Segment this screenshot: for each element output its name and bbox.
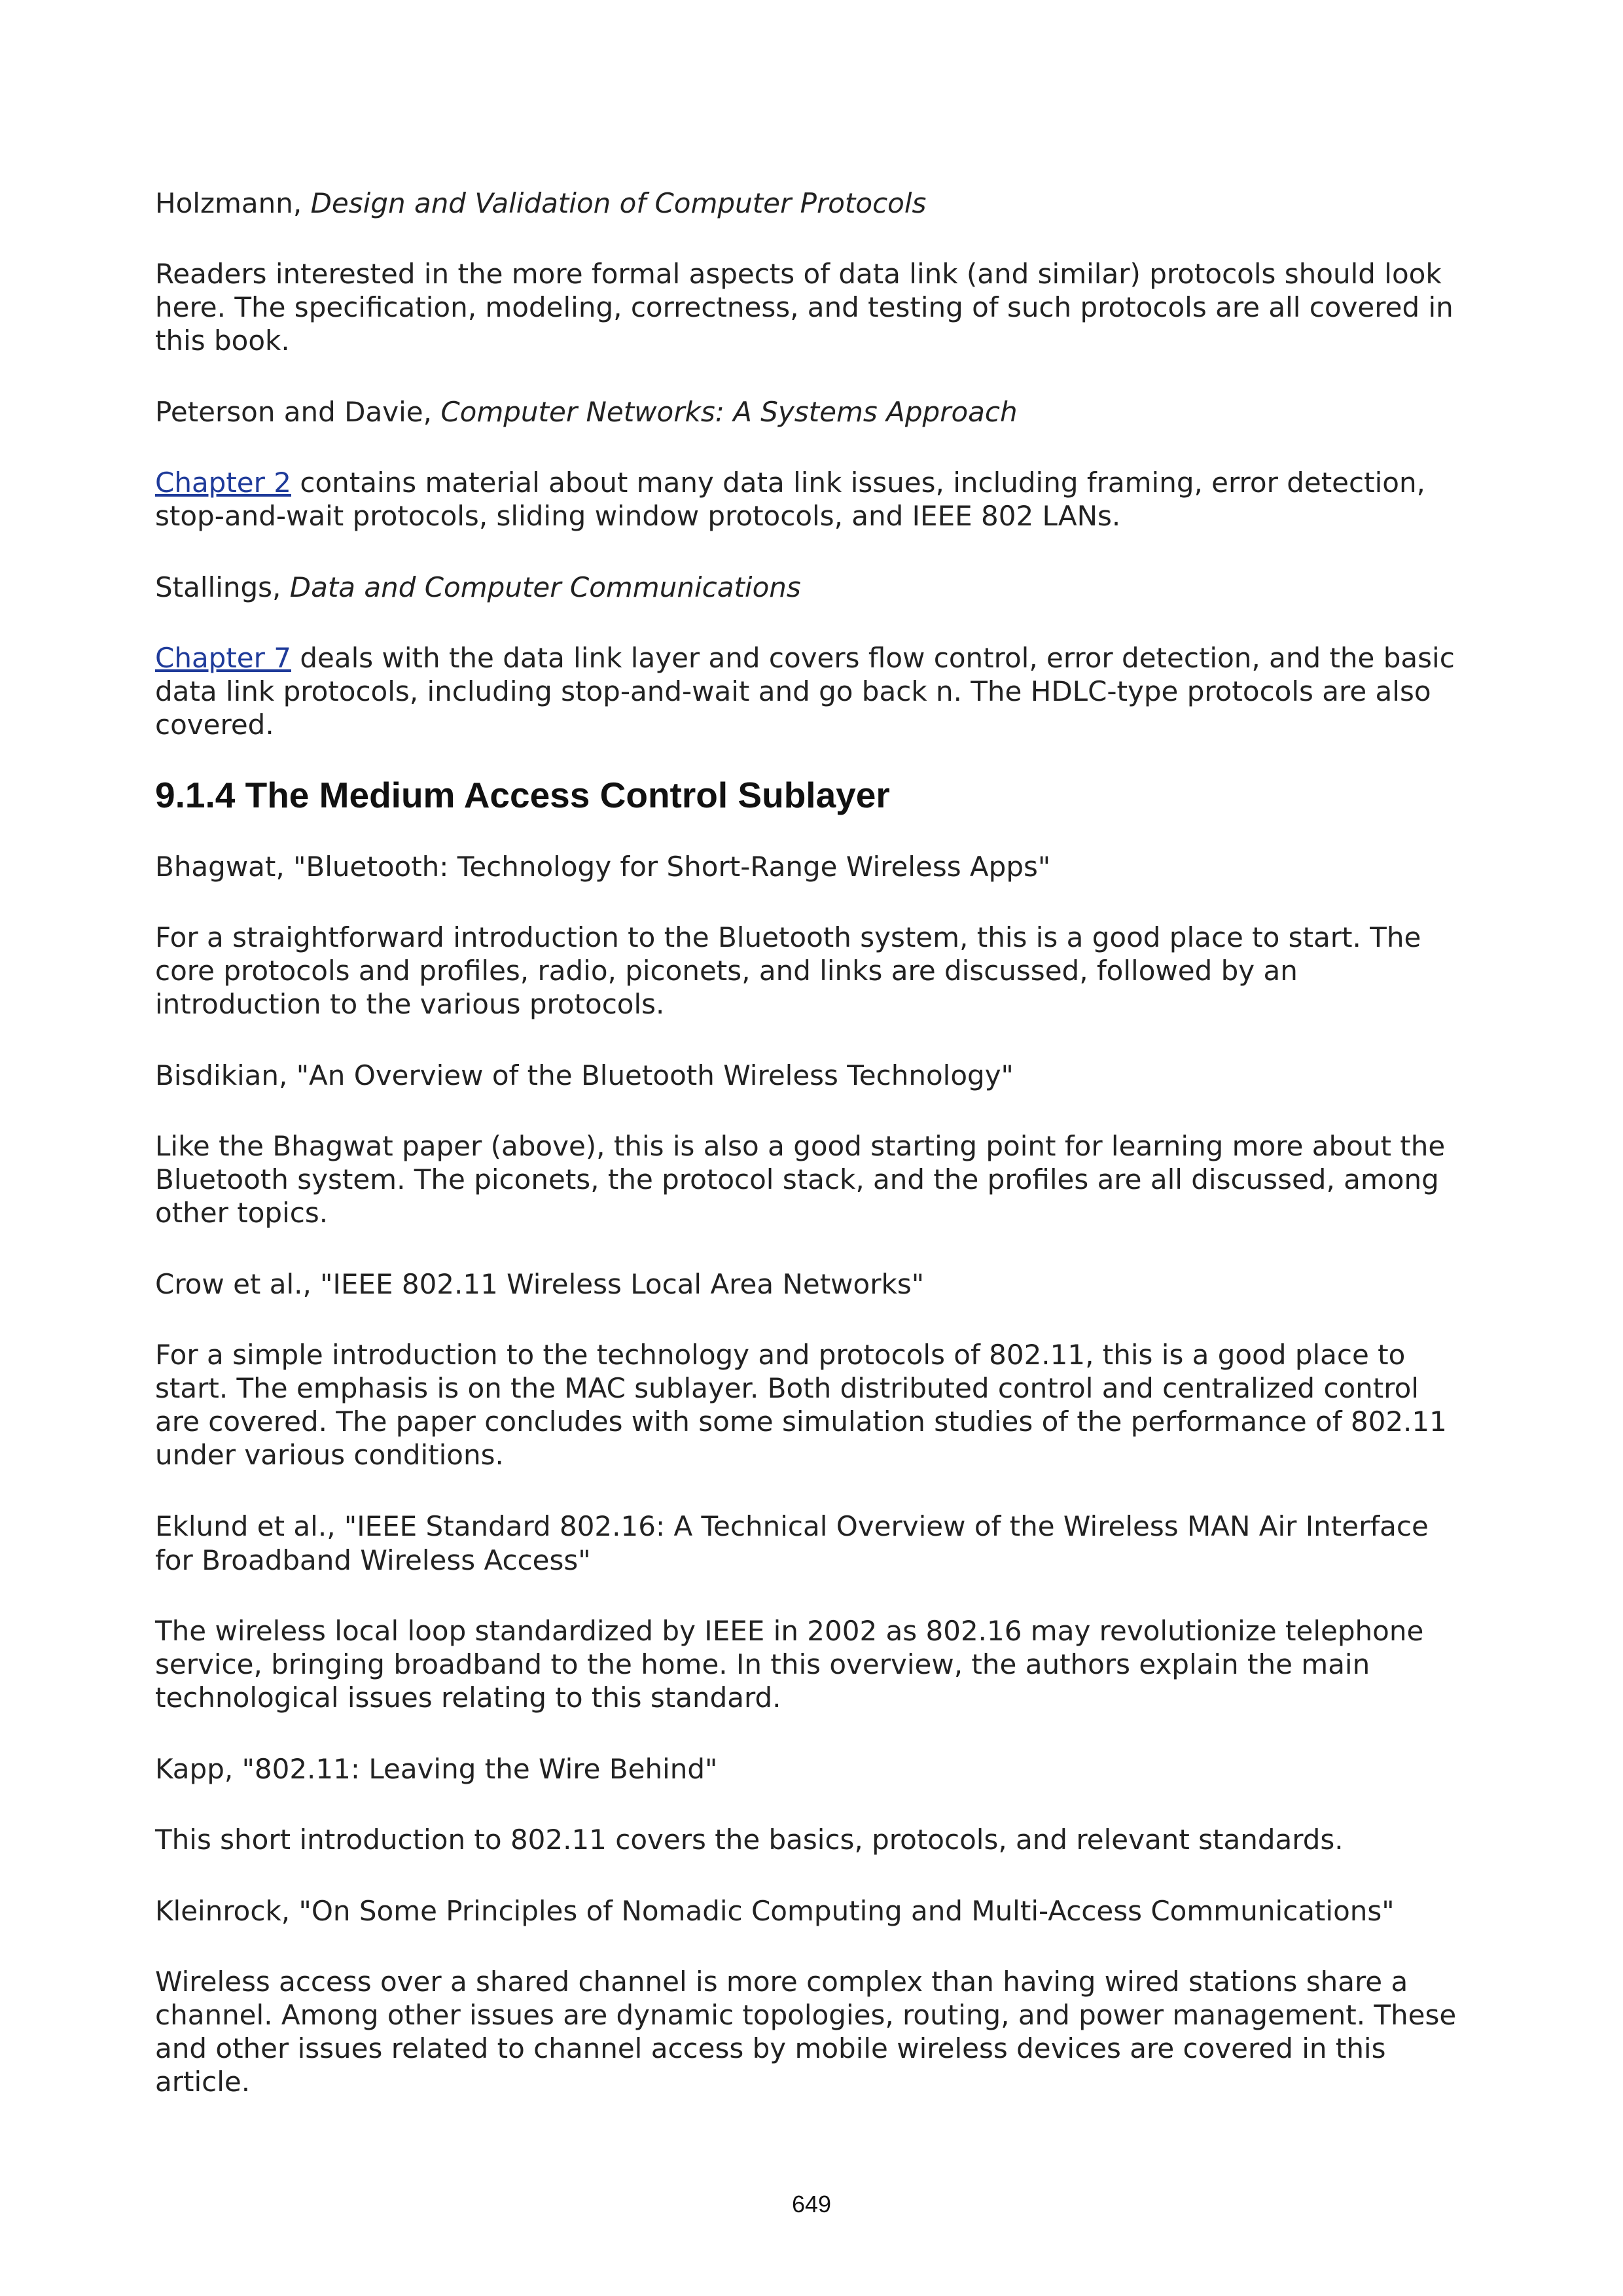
reference-author: Peterson and Davie, <box>155 396 441 428</box>
chapter-2-link[interactable]: Chapter 2 <box>155 467 291 499</box>
reference-title: Kleinrock, "On Some Principles of Nomadic Computing and Multi-Access Communications" <box>155 1895 1395 1927</box>
section-heading: 9.1.4 The Medium Access Control Sublayer <box>155 775 890 815</box>
reference-description: The wireless local loop standardized by IEEE in 2002 as 802.16 may revolutionize telephone service, bringing broadband to the home. In this overview, the authors explain the main technological issues relating to this standard. <box>155 1615 1424 1714</box>
reference-title <box>155 186 1471 221</box>
reference-title: Crow et al., "IEEE 802.11 Wireless Local Area Networks" <box>155 1268 925 1300</box>
reference-title: Bisdikian, "An Overview of the Bluetooth Wireless Technology" <box>155 1059 1014 1091</box>
reference-description <box>155 466 1471 533</box>
reference-work: Computer Networks: A Systems Approach <box>440 396 1018 428</box>
reference-description: This short introduction to 802.11 covers the basics, protocols, and relevant standards. <box>155 1824 1344 1856</box>
reference-title <box>155 395 1471 429</box>
reference-description-text: deals with the data link layer and covers flow control, error detection, and the basic data link protocols, including stop-and-wait and go back n. The HDLC-type protocols are also covered. <box>155 642 1455 741</box>
page-number: 649 <box>791 2191 832 2217</box>
reference-description-text: contains material about many data link issues, including framing, error detection, stop-and-wait protocols, sliding window protocols, and IEEE 802 LANs. <box>155 467 1425 532</box>
reference-work: Design and Validation of Computer Protocols <box>310 187 927 219</box>
reference-description <box>155 641 1471 741</box>
reference-work: Data and Computer Communications <box>289 571 801 603</box>
reference-description: Wireless access over a shared channel is more complex than having wired stations share a channel. Among other issues are dynamic topologies, routing, and power management. These and other issues related to channel access by mobile wireless devices are covered in this article. <box>155 1966 1457 2098</box>
reference-author: Stallings, <box>155 571 290 603</box>
page-content <box>155 186 1471 2098</box>
reference-title: Eklund et al., "IEEE Standard 802.16: A Technical Overview of the Wireless MAN Air Interface for Broadband Wireless Access" <box>155 1510 1429 1576</box>
reference-author: Holzmann, <box>155 187 311 219</box>
chapter-7-link[interactable]: Chapter 7 <box>155 642 291 674</box>
reference-title: Bhagwat, "Bluetooth: Technology for Short-Range Wireless Apps" <box>155 851 1051 883</box>
reference-description: For a straightforward introduction to the Bluetooth system, this is a good place to start. The core protocols and profiles, radio, piconets, and links are discussed, followed by an introduction to the various protocols. <box>155 921 1421 1020</box>
reference-title: Kapp, "802.11: Leaving the Wire Behind" <box>155 1753 718 1785</box>
reference-title <box>155 571 1471 605</box>
reference-description: For a simple introduction to the technology and protocols of 802.11, this is a good place to start. The emphasis is on the MAC sublayer. Both distributed control and centralized control are covered. The paper concludes with some simulation studies of the performance of 802.11 under various conditions. <box>155 1339 1447 1471</box>
reference-description: Like the Bhagwat paper (above), this is also a good starting point for learning more about the Bluetooth system. The piconets, the protocol stack, and the profiles are all discussed, among other topics. <box>155 1130 1446 1229</box>
reference-description: Readers interested in the more formal aspects of data link (and similar) protocols should look here. The specification, modeling, correctness, and testing of such protocols are all covered in this book. <box>155 258 1454 357</box>
